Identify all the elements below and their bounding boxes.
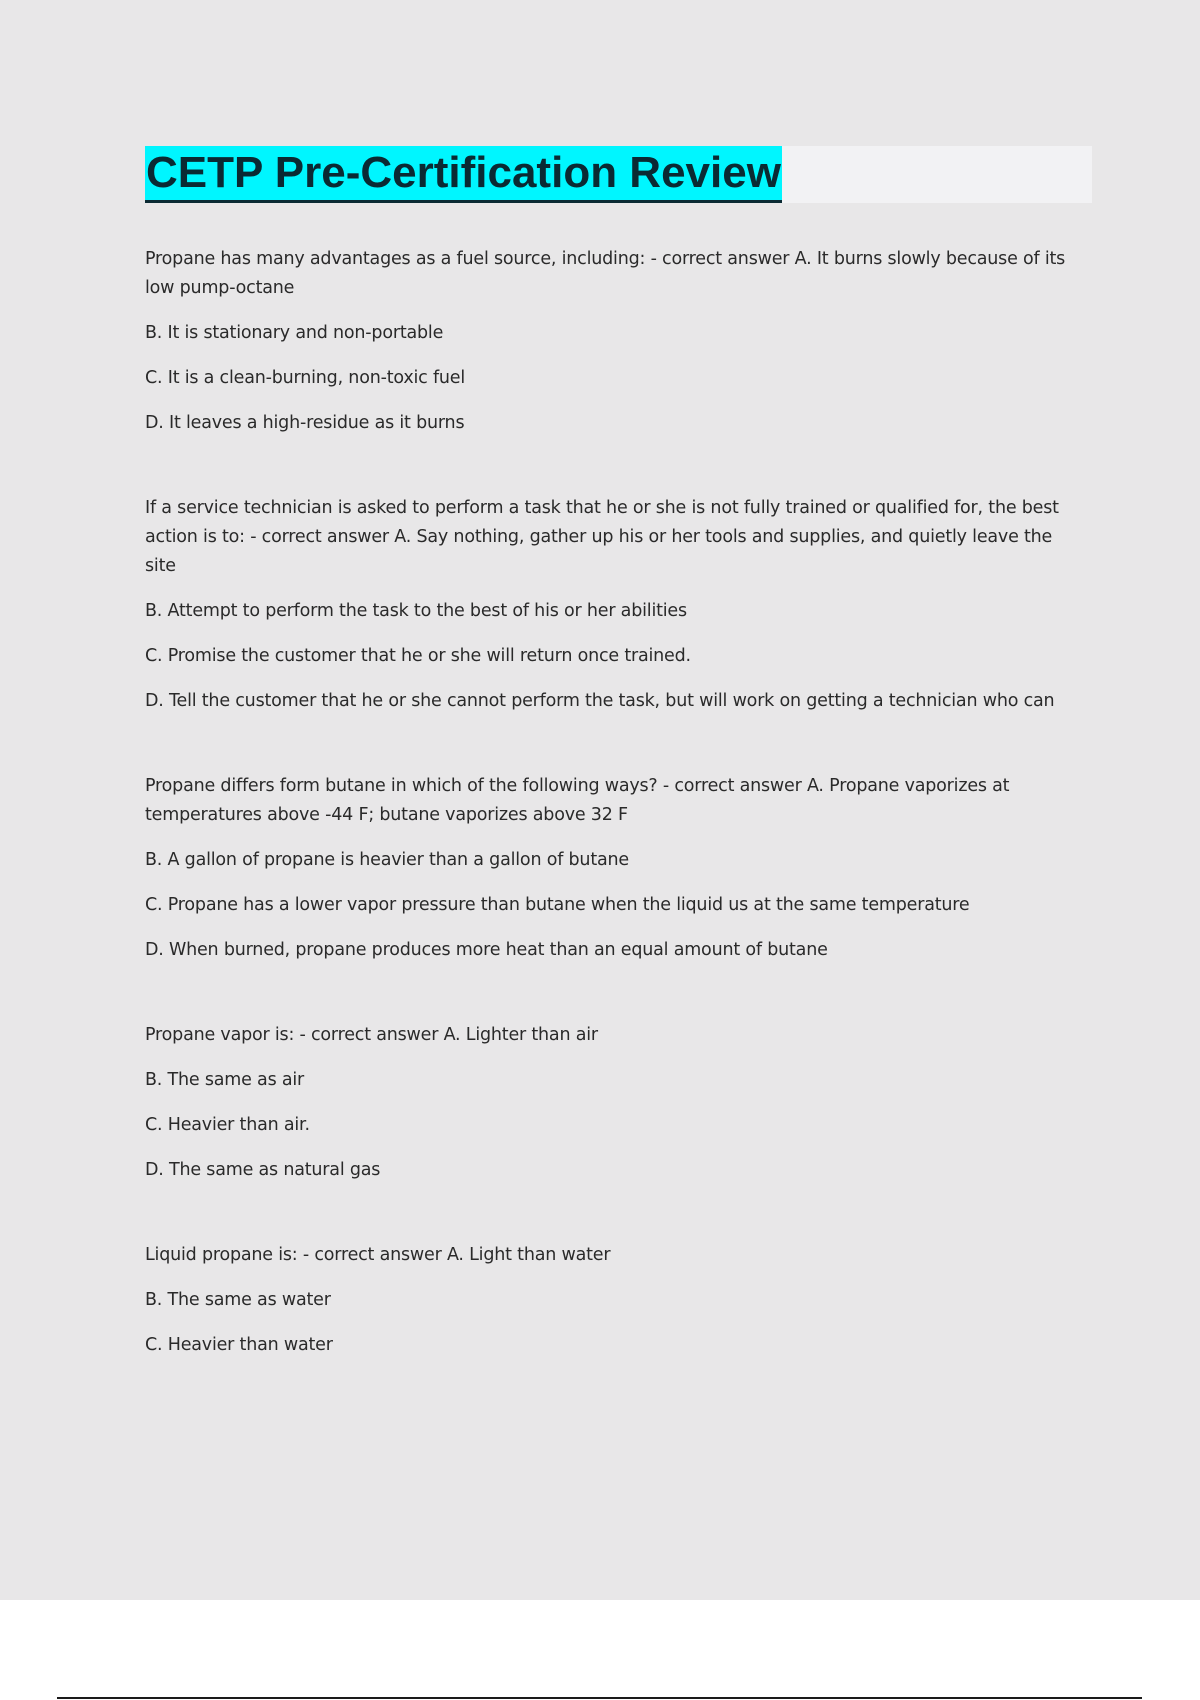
answer-option: C. Propane has a lower vapor pressure than butane when the liquid us at the same temperature <box>145 895 970 915</box>
answer-option: B. A gallon of propane is heavier than a gallon of butane <box>145 850 629 870</box>
answer-option: C. Heavier than water <box>145 1335 333 1355</box>
question-block <box>145 1021 1080 1185</box>
answer-option: D. When burned, propane produces more heat than an equal amount of butane <box>145 940 828 960</box>
question-text: Propane differs form butane in which of the following ways? - correct answer A. Propane vaporizes at temperatures above -44 F; butane vaporizes above 32 F <box>145 776 1010 825</box>
question-text: Propane vapor is: - correct answer A. Lighter than air <box>145 1025 598 1045</box>
question-block <box>145 245 1080 438</box>
question-block <box>145 494 1080 716</box>
answer-option: B. It is stationary and non-portable <box>145 323 444 343</box>
footer-divider <box>57 1697 1142 1699</box>
question-text: Propane has many advantages as a fuel source, including: - correct answer A. It burns slowly because of its low pump-octane <box>145 249 1066 298</box>
question-block <box>145 1241 1080 1360</box>
answer-option: D. The same as natural gas <box>145 1160 381 1180</box>
answer-option: C. Heavier than air. <box>145 1115 310 1135</box>
title-row <box>145 146 1092 203</box>
question-block <box>145 772 1080 965</box>
question-text: If a service technician is asked to perform a task that he or she is not fully trained or qualified for, the best action is to: - correct answer A. Say nothing, gather up his or her tools and supplies, and quietly leave the site <box>145 498 1059 576</box>
question-text: Liquid propane is: - correct answer A. Light than water <box>145 1245 611 1265</box>
answer-option: C. It is a clean-burning, non-toxic fuel <box>145 368 466 388</box>
answer-option: B. The same as water <box>145 1290 331 1310</box>
answer-option: C. Promise the customer that he or she will return once trained. <box>145 646 691 666</box>
document-title: CETP Pre-Certification Review <box>145 146 782 203</box>
question-list <box>145 245 1080 1376</box>
answer-option: D. Tell the customer that he or she cannot perform the task, but will work on getting a technician who can <box>145 691 1055 711</box>
answer-option: B. Attempt to perform the task to the best of his or her abilities <box>145 601 687 621</box>
answer-option: D. It leaves a high-residue as it burns <box>145 413 465 433</box>
answer-option: B. The same as air <box>145 1070 305 1090</box>
